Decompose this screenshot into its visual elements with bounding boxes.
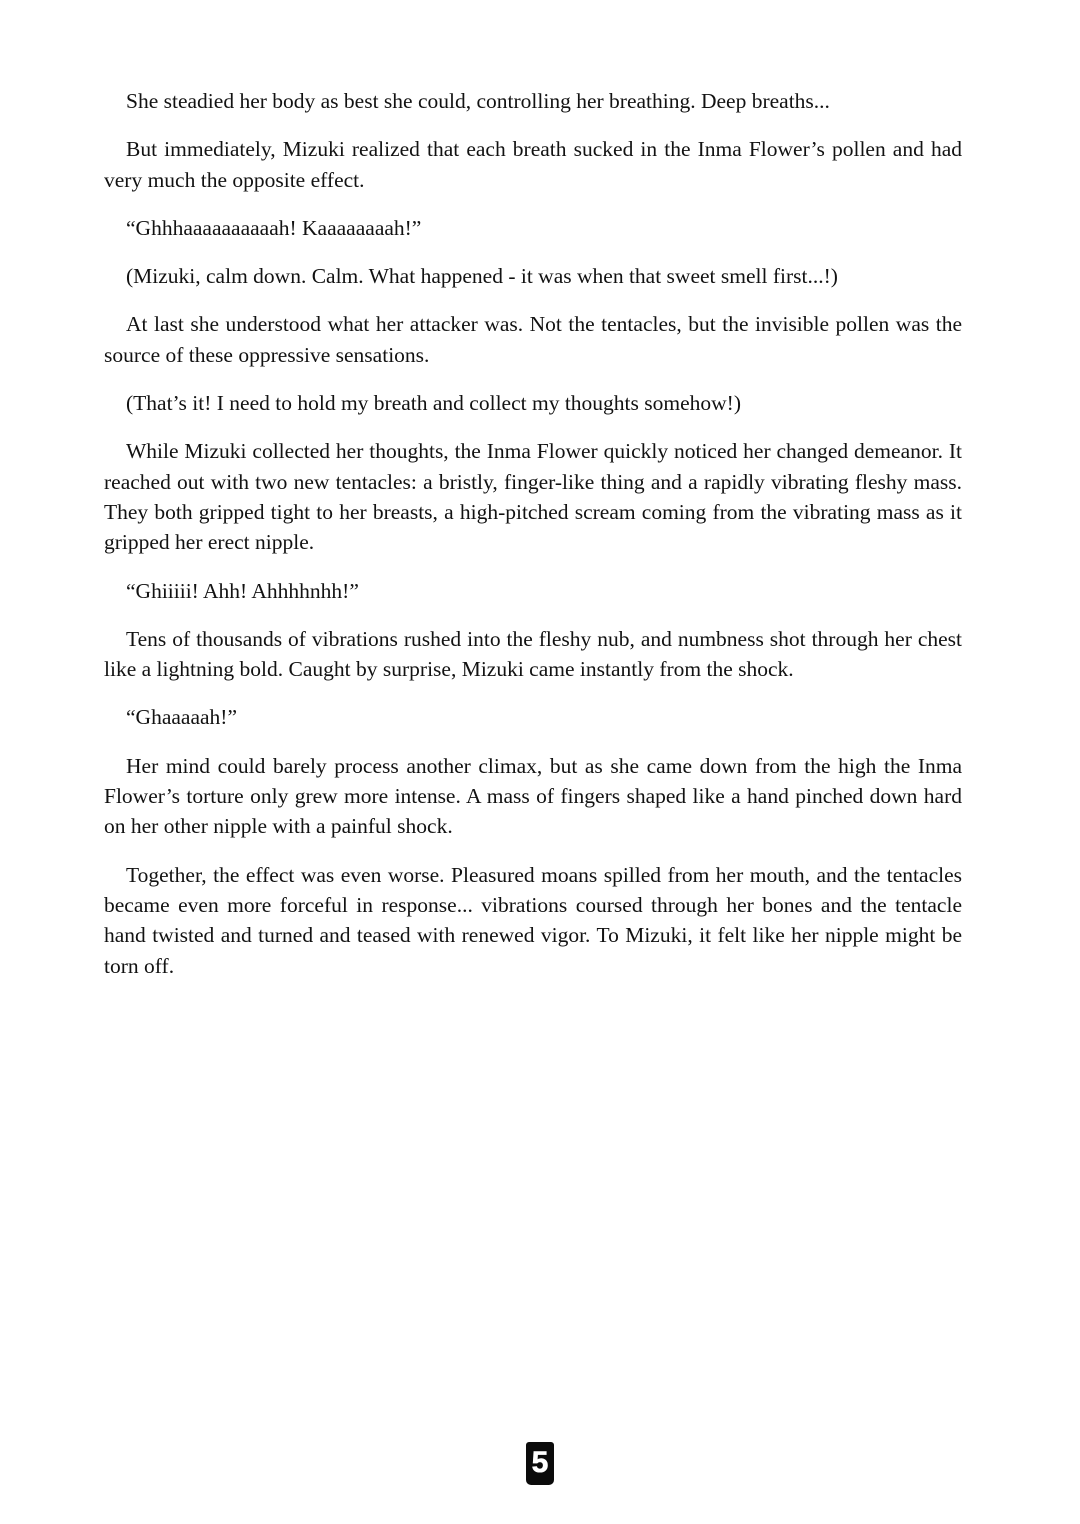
- paragraph-inner-thought: (That’s it! I need to hold my breath and collect my thoughts somehow!): [126, 391, 741, 416]
- paragraph: But immediately, Mizuki realized that each breath sucked in the Inma Flower’s pollen and had very much the opposite effect.: [104, 137, 962, 192]
- paragraph: Tens of thousands of vibrations rushed into the fleshy nub, and numbness shot through her chest like a lightning bold. Caught by surprise, Mizuki came instantly from the shock.: [104, 626, 962, 682]
- paragraph-dialogue: “Ghiiiii! Ahh! Ahhhhnhh!”: [126, 578, 359, 603]
- page-number-value: 5: [526, 1442, 555, 1485]
- paragraph-dialogue: “Ghhhaaaaaaaaaah! Kaaaaaaaah!”: [126, 215, 422, 240]
- paragraph: Her mind could barely process another climax, but as she came down from the high the Inma Flower’s torture only grew more intense. A mass of fingers shaped like a hand pinched down hard on her other nipple with a painful shock.: [104, 753, 962, 839]
- paragraph-dialogue: “Ghaaaaah!”: [126, 705, 237, 730]
- paragraph: She steadied her body as best she could, controlling her breathing. Deep breaths...: [126, 89, 830, 113]
- page-number: [0, 1442, 1080, 1488]
- paragraph: While Mizuki collected her thoughts, the Inma Flower quickly noticed her changed demeanor. It reached out with two new tentacles: a bristly, finger-like thing and a rapidly vibrating fleshy mass. They both gripped tight to her breasts, a high-pitched scream coming from the vibrating mass as it gripped her erect nipple.: [104, 439, 962, 555]
- paragraph: Together, the effect was even worse. Pleasured moans spilled from her mouth, and the tentacles became even more forceful in response... vibrations coursed through her bones and the tentacle hand twisted and turned and teased with renewed vigor. To Mizuki, it felt like her nipple might be torn off.: [104, 862, 962, 978]
- paragraph-inner-thought: (Mizuki, calm down. Calm. What happened - it was when that sweet smell first...!): [126, 264, 838, 289]
- paragraph: At last she understood what her attacker was. Not the tentacles, but the invisible pollen was the source of these oppressive sensations.: [104, 312, 962, 367]
- body-text-column: [104, 86, 962, 981]
